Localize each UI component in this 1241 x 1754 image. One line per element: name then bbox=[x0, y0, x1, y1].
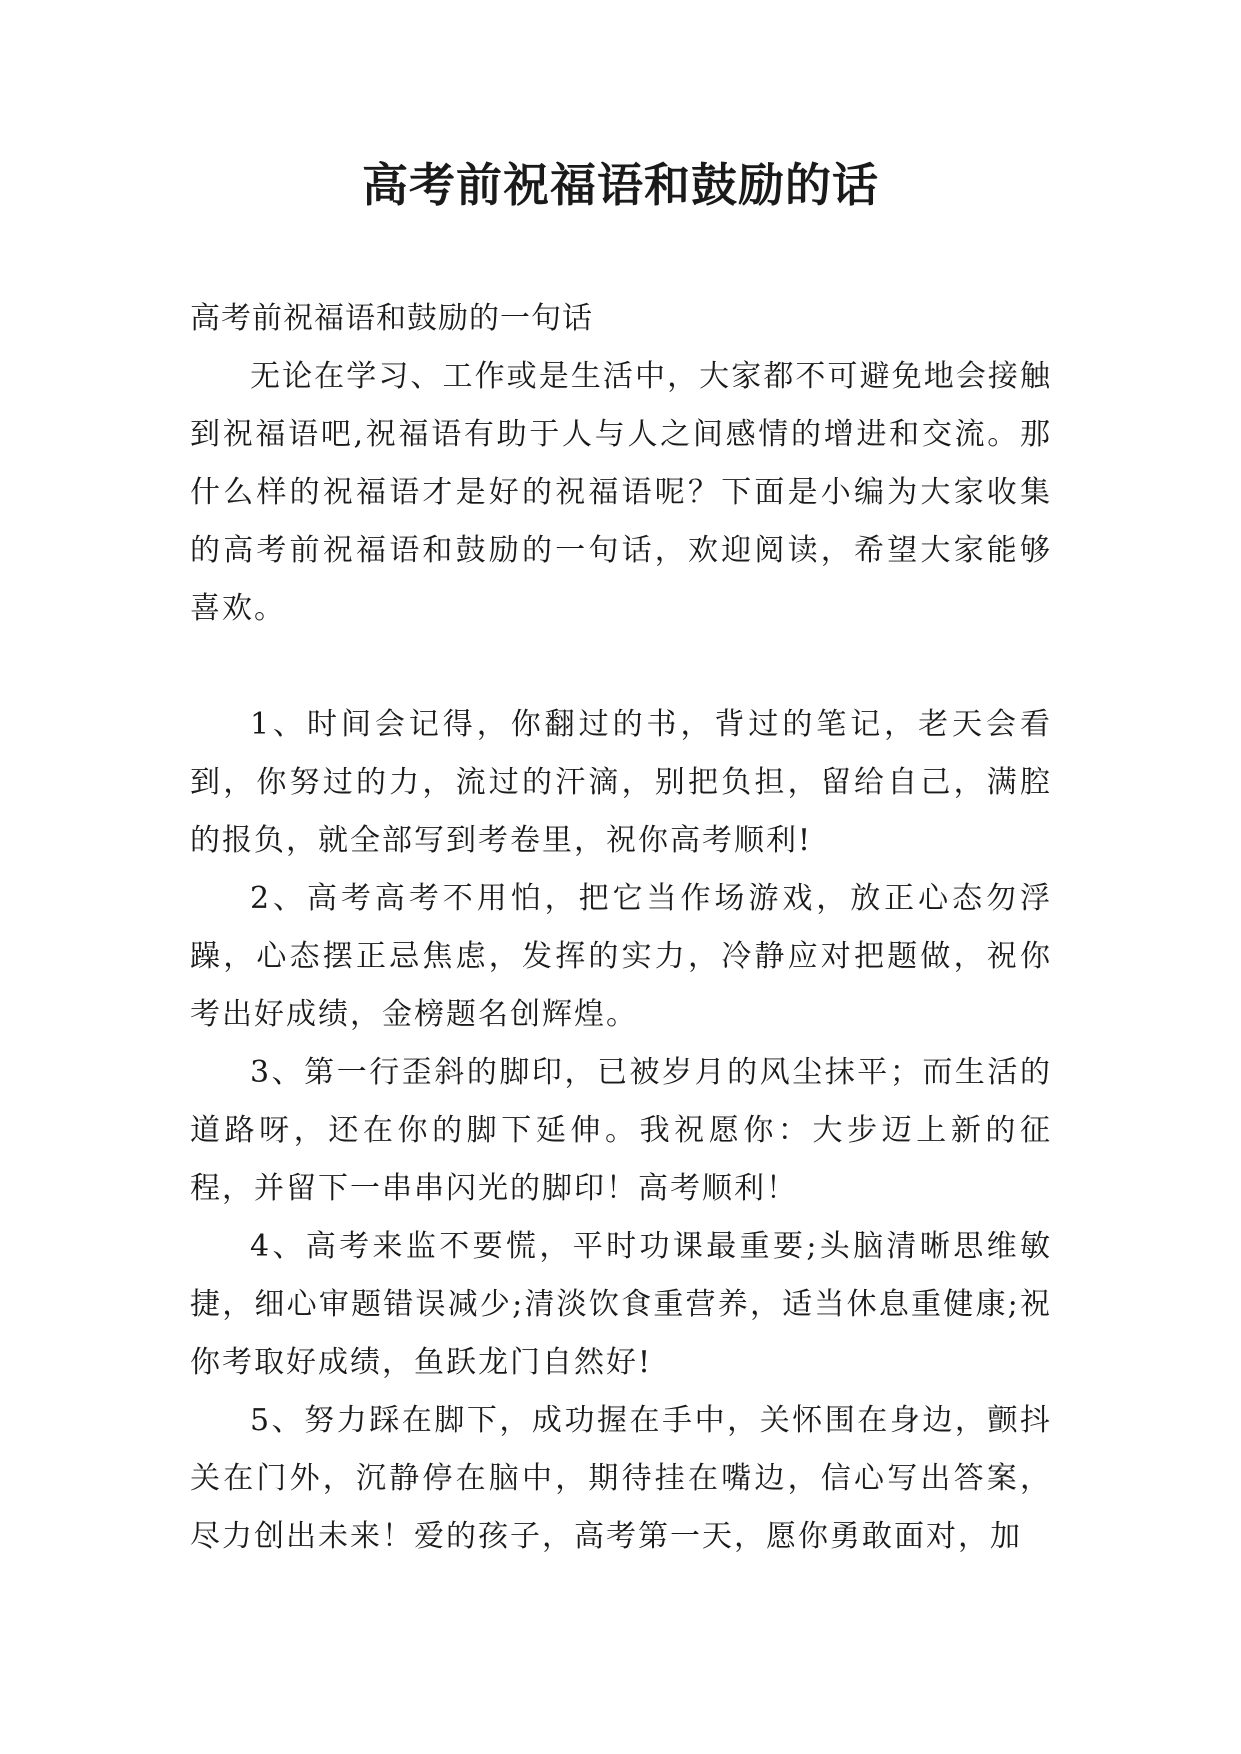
blessing-item-4: 4、高考来监不要慌，平时功课最重要;头脑清晰思维敏捷，细心审题错误减少;清淡饮食重营养，适当休息重健康;祝你考取好成绩，鱼跃龙门自然好! bbox=[190, 1229, 1052, 1380]
blessing-item-5: 5、努力踩在脚下，成功握在手中，关怀围在身边，颤抖关在门外，沉静停在脑中，期待挂在嘴边，信心写出答案，尽力创出未来！爱的孩子，高考第一天，愿你勇敢面对，加 bbox=[190, 1403, 1052, 1554]
document-title: 高考前祝福语和鼓励的话 bbox=[362, 158, 879, 212]
blessing-item-3: 3、第一行歪斜的脚印，已被岁月的风尘抹平；而生活的道路呀，还在你的脚下延伸。我祝愿你：大步迈上新的征程，并留下一串串闪光的脚印！高考顺利！ bbox=[190, 1055, 1052, 1206]
blessing-item-1: 1、时间会记得，你翻过的书，背过的笔记，老天会看到，你努过的力，流过的汗滴，别把负担，留给自己，满腔的报负，就全部写到考卷里，祝你高考顺利! bbox=[190, 707, 1052, 858]
paragraph-spacer bbox=[190, 638, 1052, 696]
blessing-item-2: 2、高考高考不用怕，把它当作场游戏，放正心态勿浮躁，心态摆正忌焦虑，发挥的实力，冷静应对把题做，祝你考出好成绩，金榜题名创辉煌。 bbox=[190, 881, 1052, 1032]
document-body bbox=[190, 290, 1052, 1566]
intro-paragraph: 无论在学习、工作或是生活中，大家都不可避免地会接触到祝福语吧,祝福语有助于人与人之间感情的增进和交流。那什么样的祝福语才是好的祝福语呢？下面是小编为大家收集的高考前祝福语和鼓励的一句话，欢迎阅读，希望大家能够喜欢。 bbox=[190, 359, 1052, 626]
document-subtitle: 高考前祝福语和鼓励的一句话 bbox=[190, 301, 593, 336]
